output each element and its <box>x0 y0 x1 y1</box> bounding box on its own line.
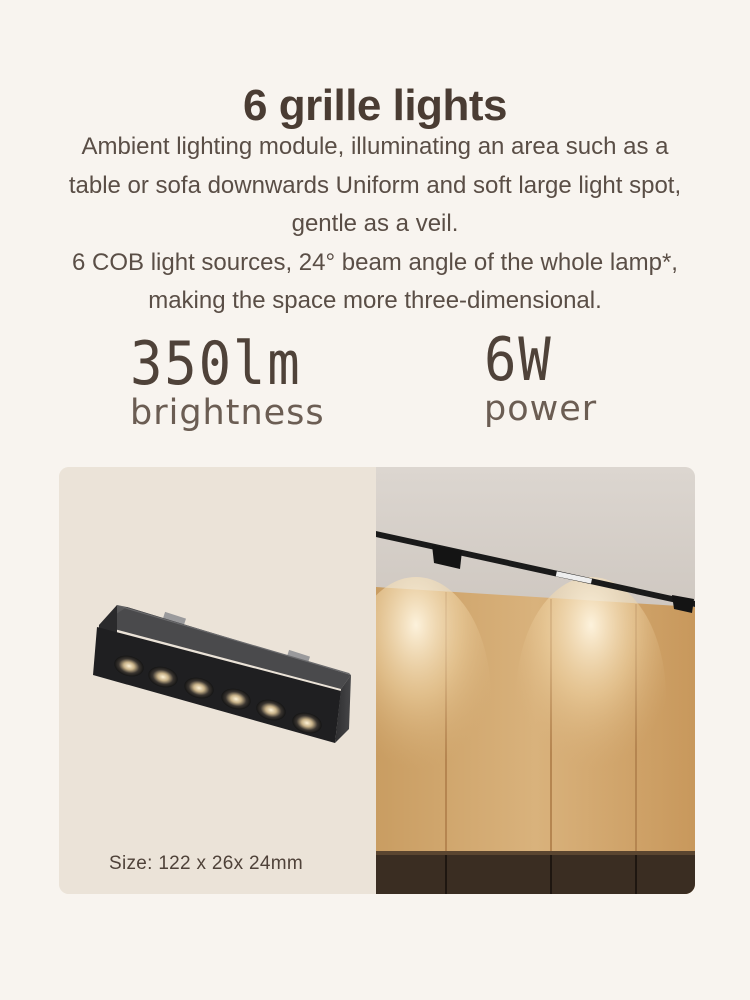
brightness-spec <box>130 329 325 433</box>
page-title: 6 grille lights <box>243 81 507 131</box>
power-spec <box>484 325 598 429</box>
description-line: making the space more three-dimensional. <box>148 287 602 314</box>
product-image-panel <box>59 467 376 894</box>
product-showcase <box>59 467 695 894</box>
room-scene-image <box>376 467 695 894</box>
grille-light-product-image <box>59 467 376 894</box>
description-line: table or sofa downwards Uniform and soft large light spot, <box>68 171 682 199</box>
brightness-label: brightness <box>130 393 325 433</box>
power-label: power <box>484 389 598 429</box>
description-line: 6 COB light sources, 24° beam angle of the whole lamp*, <box>72 248 678 276</box>
power-value: 6W <box>484 325 553 395</box>
ceiling-track-scene <box>376 467 695 894</box>
brightness-value: 350lm <box>130 329 302 399</box>
size-caption: Size: 122 x 26x 24mm <box>109 853 303 874</box>
description <box>40 128 710 321</box>
description-line: Ambient lighting module, illuminating an area such as a <box>81 133 669 160</box>
description-line: gentle as a veil. <box>291 210 459 237</box>
